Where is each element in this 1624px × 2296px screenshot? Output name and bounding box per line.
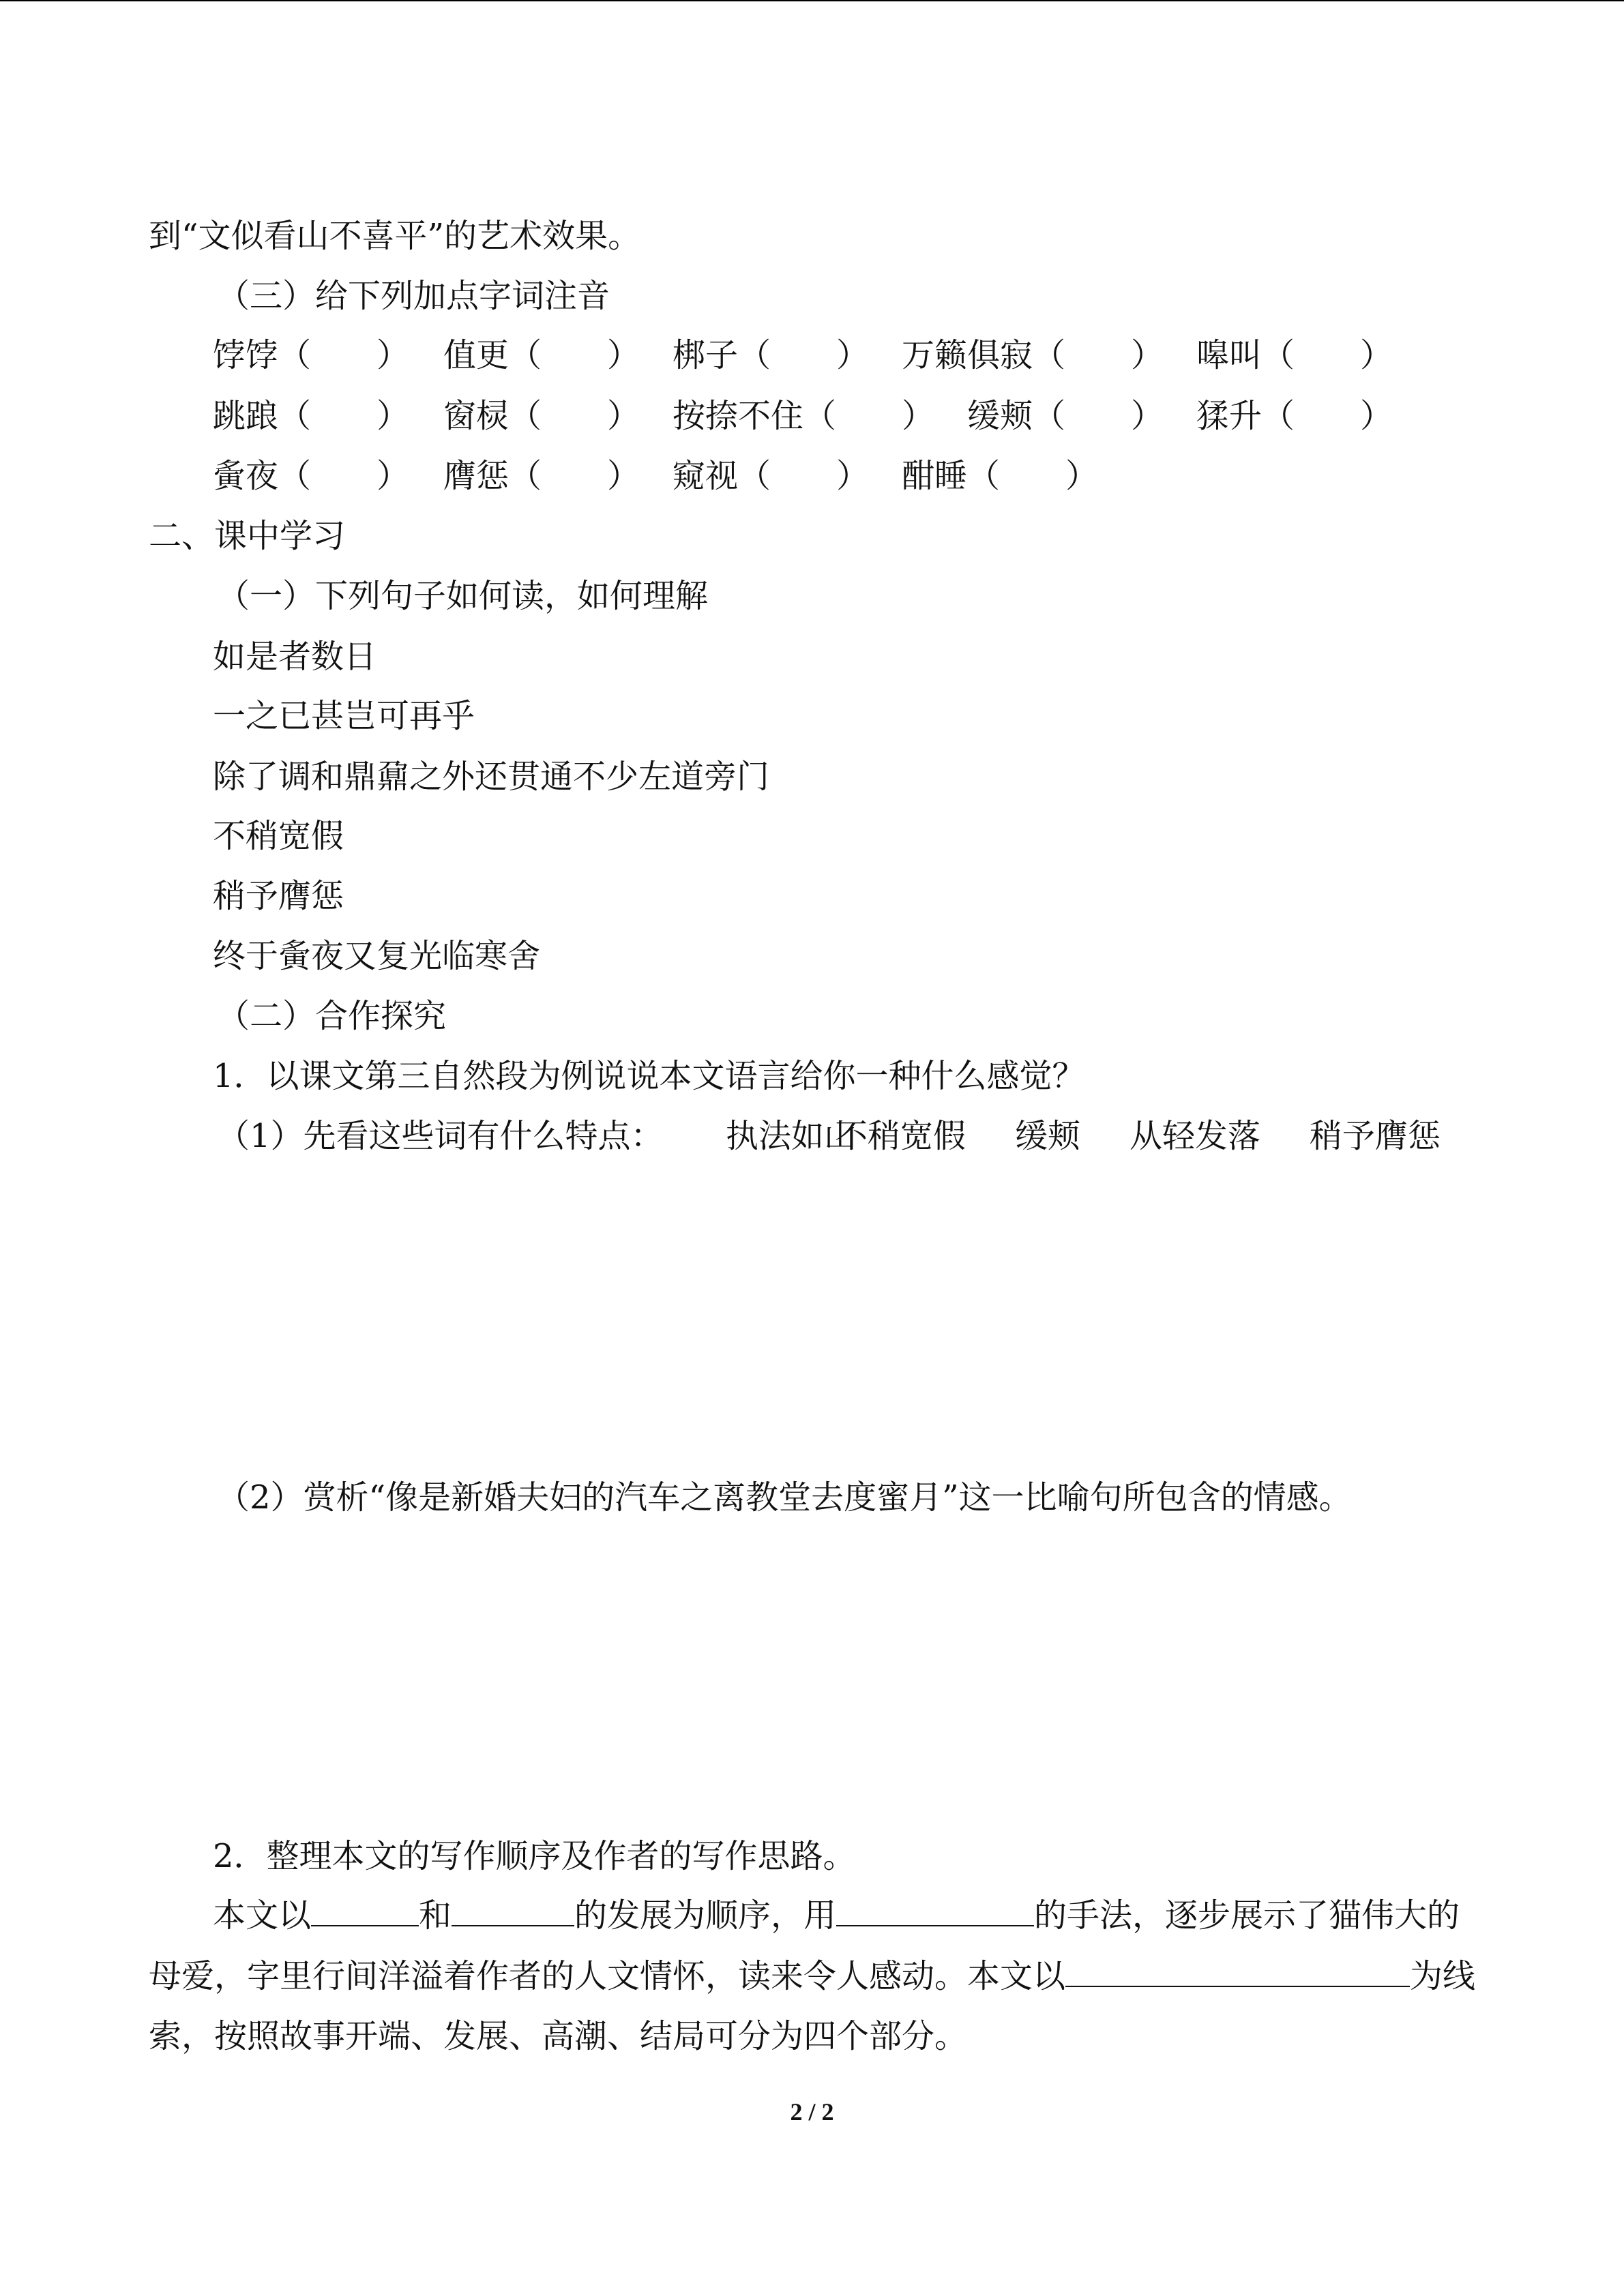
- word-item: 从轻发落: [1130, 1117, 1261, 1155]
- section-3-title: （三）给下列加点字词注音: [217, 277, 610, 315]
- pinyin-item: 膺惩（ ）: [443, 457, 640, 495]
- question-1-1-prompt: （1）先看这些词有什么特点：: [217, 1117, 664, 1155]
- fill-text: 的手法，逐步展示了猫伟大的: [1034, 1896, 1460, 1935]
- fill-text: 本文以: [213, 1896, 312, 1935]
- pinyin-item: 万籁俱寂（ ）: [902, 336, 1164, 374]
- sentence-item: 终于夤夜又复光临寒舍: [213, 937, 541, 975]
- answer-blank[interactable]: [1065, 1956, 1410, 1987]
- question-1-2: （2）赏析“像是新婚夫妇的汽车之离教堂去度蜜月”这一比喻句所包含的情感。: [217, 1478, 1352, 1517]
- pinyin-item: 值更（ ）: [443, 336, 640, 374]
- pinyin-item: 窥视（ ）: [673, 457, 870, 495]
- sentence-item: 不稍宽假: [213, 817, 344, 855]
- sentence-item: 稍予膺惩: [213, 877, 344, 915]
- pinyin-item: 窗棂（ ）: [443, 397, 640, 435]
- pinyin-item: 按捺不住（ ）: [673, 397, 935, 435]
- pinyin-item: 夤夜（ ）: [213, 457, 410, 495]
- sentence-item: 除了调和鼎鼐之外还贯通不少左道旁门: [213, 758, 770, 796]
- continuation-text: 到“文似看山不喜平”的艺术效果。: [149, 217, 641, 255]
- question-1: 1．以课文第三自然段为例说说本文语言给你一种什么感觉？: [213, 1057, 1085, 1095]
- part-2-heading: 二、课中学习: [149, 517, 346, 555]
- pinyin-item: 缓颊（ ）: [967, 397, 1164, 435]
- fill-line-3: 索，按照故事开端、发展、高潮、结局可分为四个部分。: [149, 2017, 968, 2055]
- pinyin-item: 跳踉（ ）: [213, 397, 410, 435]
- page-number: 2 / 2: [790, 2098, 834, 2126]
- fill-line-2: [149, 1954, 1475, 1998]
- fill-text: 的发展为顺序，用: [574, 1896, 837, 1935]
- question-2: 2．整理本文的写作顺序及作者的写作思路。: [213, 1837, 856, 1875]
- pinyin-item: 饽饽（ ）: [213, 336, 410, 374]
- subsection-2-title: （二）合作探究: [217, 997, 447, 1035]
- word-item: 执法如山: [726, 1117, 857, 1155]
- fill-line-1: [213, 1894, 1460, 1937]
- word-item: 不稍宽假: [835, 1117, 966, 1155]
- fill-text: 母爱，字里行间洋溢着作者的人文情怀，读来令人感动。本文以: [149, 1957, 1066, 1995]
- word-item: 稍予膺惩: [1310, 1117, 1441, 1155]
- answer-blank[interactable]: [452, 1895, 574, 1926]
- word-item: 缓颊: [1015, 1117, 1081, 1155]
- page-top-border: [0, 0, 1624, 1]
- subsection-1-title: （一）下列句子如何读，如何理解: [217, 577, 709, 615]
- pinyin-item: 梆子（ ）: [673, 336, 870, 374]
- pinyin-item: 嗥叫（ ）: [1196, 336, 1393, 374]
- pinyin-item: 酣睡（ ）: [902, 457, 1099, 495]
- pinyin-item: 猱升（ ）: [1196, 397, 1393, 435]
- fill-text: 和: [419, 1896, 452, 1935]
- sentence-item: 如是者数日: [213, 638, 377, 676]
- sentence-item: 一之已甚岂可再乎: [213, 697, 475, 735]
- answer-blank[interactable]: [836, 1895, 1034, 1926]
- answer-blank[interactable]: [311, 1895, 419, 1926]
- question-1-1: [0, 1114, 1624, 1420]
- fill-text: 为线: [1410, 1957, 1476, 1995]
